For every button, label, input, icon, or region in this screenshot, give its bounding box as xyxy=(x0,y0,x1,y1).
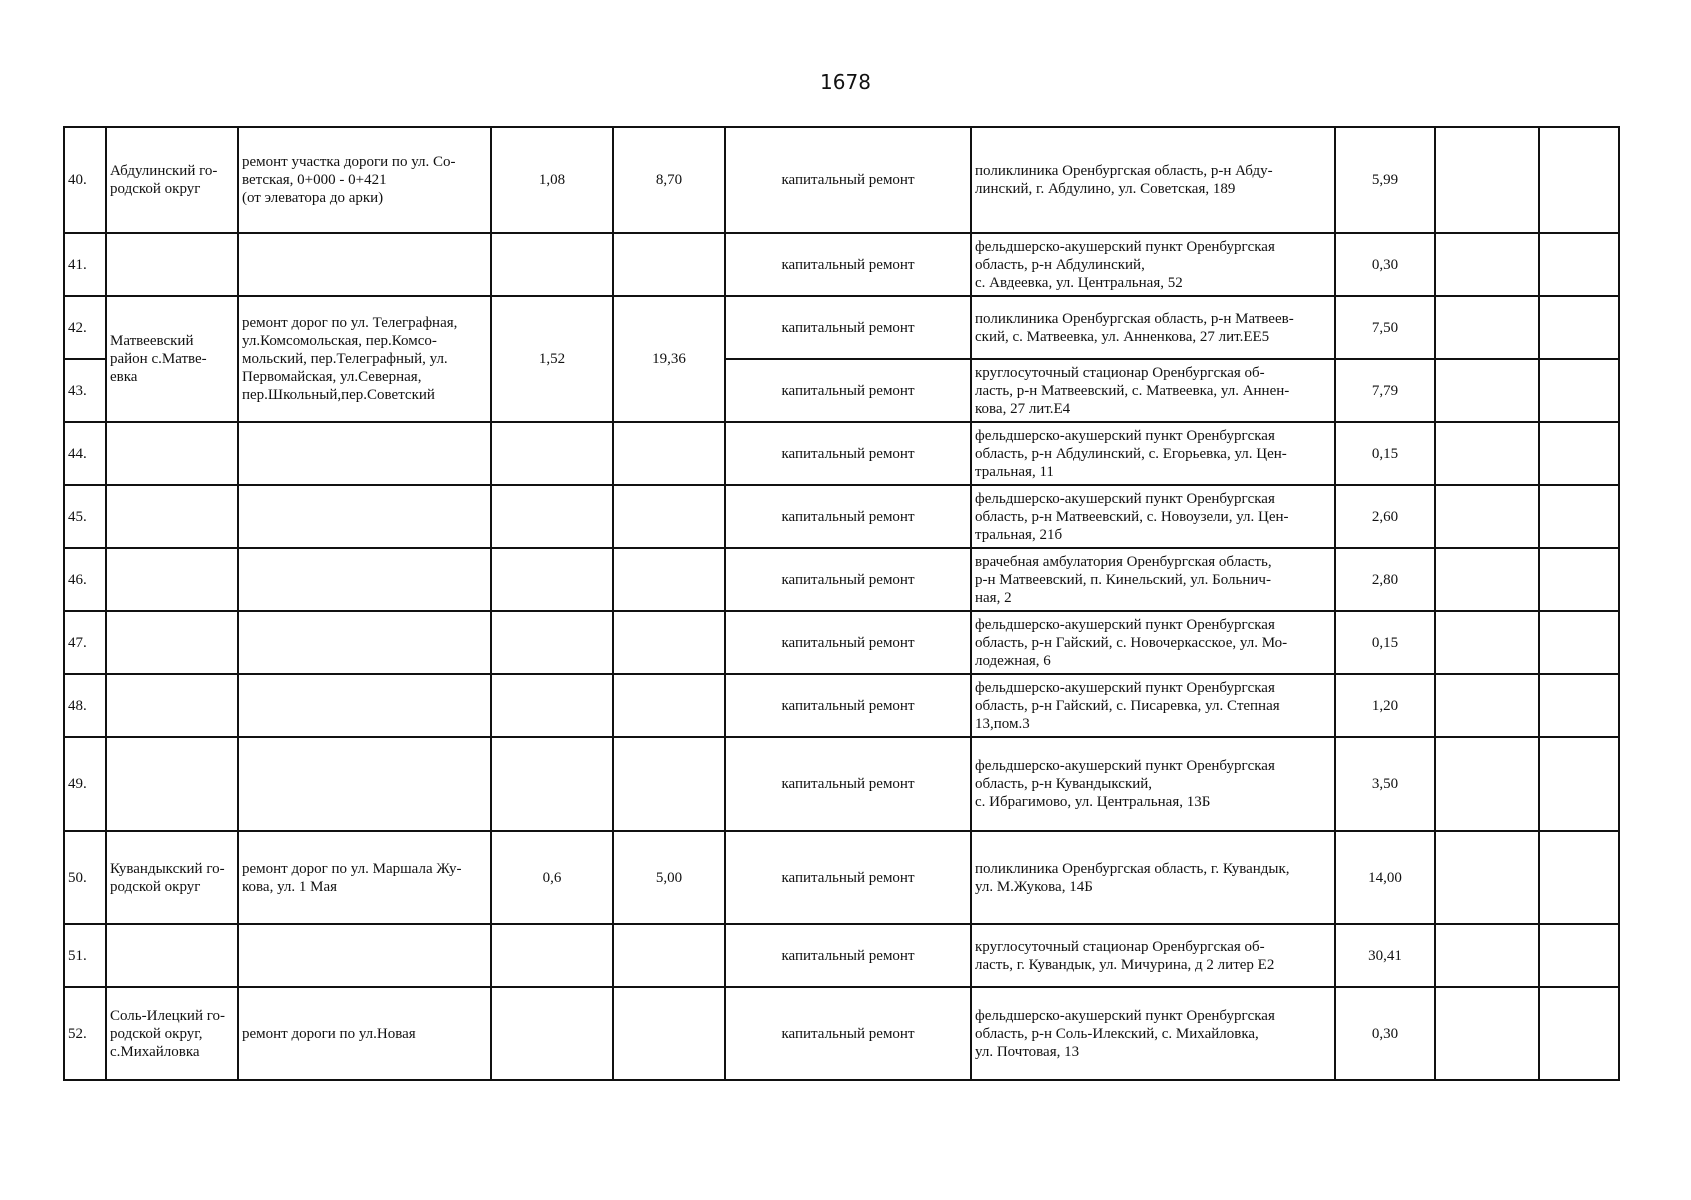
facility-cell: фельдшерско-акушерский пункт Оренбургская область, р-н Кувандыкский, с. Ибрагимово, ул. Центральная, 13Б xyxy=(971,737,1335,831)
length-km-cell xyxy=(491,674,613,737)
row-number: 43. xyxy=(64,359,106,422)
length-km-cell xyxy=(491,233,613,296)
facility-cell: поликлиника Оренбургская область, р-н Матвеев- ский, с. Матвеевка, ул. Анненкова, 27 лит.ЕЕ5 xyxy=(971,296,1335,359)
row-number: 47. xyxy=(64,611,106,674)
row-number: 41. xyxy=(64,233,106,296)
road-work-cell xyxy=(238,548,491,611)
amount-cell: 1,20 xyxy=(1335,674,1435,737)
empty-cell xyxy=(1539,737,1619,831)
row-number: 42. xyxy=(64,296,106,359)
facility-cell: фельдшерско-акушерский пункт Оренбургская область, р-н Гайский, с. Новочеркасское, ул. Мо- лодежная, 6 xyxy=(971,611,1335,674)
road-work-cell xyxy=(238,674,491,737)
district-cell: Матвеевский район с.Матве- евка xyxy=(106,296,238,422)
amount-cell: 7,50 xyxy=(1335,296,1435,359)
table-row xyxy=(64,924,1619,987)
work-type-cell: капитальный ремонт xyxy=(725,924,971,987)
empty-cell xyxy=(1539,127,1619,233)
amount-cell: 0,15 xyxy=(1335,611,1435,674)
row-number: 51. xyxy=(64,924,106,987)
empty-cell xyxy=(1435,924,1539,987)
road-work-cell xyxy=(238,737,491,831)
road-cost-cell: 8,70 xyxy=(613,127,725,233)
district-cell xyxy=(106,674,238,737)
amount-cell: 7,79 xyxy=(1335,359,1435,422)
table-row xyxy=(64,296,1619,359)
facility-cell: поликлиника Оренбургская область, г. Кувандык, ул. М.Жукова, 14Б xyxy=(971,831,1335,924)
road-cost-cell xyxy=(613,548,725,611)
work-type-cell: капитальный ремонт xyxy=(725,127,971,233)
facility-cell: фельдшерско-акушерский пункт Оренбургская область, р-н Абдулинский, с. Егорьевка, ул. Цен- тральная, 11 xyxy=(971,422,1335,485)
facility-cell: круглосуточный стационар Оренбургская об- ласть, р-н Матвеевский, с. Матвеевка, ул. Аннен- кова, 27 лит.Е4 xyxy=(971,359,1335,422)
amount-cell: 0,15 xyxy=(1335,422,1435,485)
facility-cell: фельдшерско-акушерский пункт Оренбургская область, р-н Абдулинский, с. Авдеевка, ул. Центральная, 52 xyxy=(971,233,1335,296)
empty-cell xyxy=(1539,611,1619,674)
empty-cell xyxy=(1435,296,1539,359)
length-km-cell: 1,52 xyxy=(491,296,613,422)
district-cell: Соль-Илецкий го- родской округ, с.Михайловка xyxy=(106,987,238,1080)
work-type-cell: капитальный ремонт xyxy=(725,674,971,737)
row-number: 44. xyxy=(64,422,106,485)
amount-cell: 0,30 xyxy=(1335,987,1435,1080)
empty-cell xyxy=(1539,422,1619,485)
work-type-cell: капитальный ремонт xyxy=(725,359,971,422)
amount-cell: 2,80 xyxy=(1335,548,1435,611)
empty-cell xyxy=(1435,233,1539,296)
row-number: 52. xyxy=(64,987,106,1080)
length-km-cell xyxy=(491,548,613,611)
road-cost-cell xyxy=(613,674,725,737)
row-number: 45. xyxy=(64,485,106,548)
page-number: 1678 xyxy=(820,70,871,94)
road-work-cell xyxy=(238,422,491,485)
table-row xyxy=(64,737,1619,831)
length-km-cell xyxy=(491,924,613,987)
table-row xyxy=(64,548,1619,611)
empty-cell xyxy=(1435,422,1539,485)
amount-cell: 14,00 xyxy=(1335,831,1435,924)
road-work-cell: ремонт участка дороги по ул. Со- ветская, 0+000 - 0+421 (от элеватора до арки) xyxy=(238,127,491,233)
empty-cell xyxy=(1539,359,1619,422)
table-row xyxy=(64,674,1619,737)
table-row xyxy=(64,987,1619,1080)
empty-cell xyxy=(1539,233,1619,296)
facility-cell: фельдшерско-акушерский пункт Оренбургская область, р-н Соль-Илекский, с. Михайловка, ул. Почтовая, 13 xyxy=(971,987,1335,1080)
work-type-cell: капитальный ремонт xyxy=(725,548,971,611)
work-type-cell: капитальный ремонт xyxy=(725,296,971,359)
road-cost-cell xyxy=(613,611,725,674)
table-row xyxy=(64,831,1619,924)
amount-cell: 0,30 xyxy=(1335,233,1435,296)
empty-cell xyxy=(1435,359,1539,422)
road-cost-cell xyxy=(613,924,725,987)
district-cell xyxy=(106,548,238,611)
road-cost-cell: 5,00 xyxy=(613,831,725,924)
facility-cell: фельдшерско-акушерский пункт Оренбургская область, р-н Гайский, с. Писаревка, ул. Степная 13,пом.3 xyxy=(971,674,1335,737)
table-row xyxy=(64,485,1619,548)
amount-cell: 30,41 xyxy=(1335,924,1435,987)
empty-cell xyxy=(1539,924,1619,987)
empty-cell xyxy=(1435,548,1539,611)
district-cell xyxy=(106,485,238,548)
empty-cell xyxy=(1539,485,1619,548)
empty-cell xyxy=(1435,831,1539,924)
work-type-cell: капитальный ремонт xyxy=(725,485,971,548)
empty-cell xyxy=(1539,296,1619,359)
table-row xyxy=(64,233,1619,296)
row-number: 49. xyxy=(64,737,106,831)
empty-cell xyxy=(1539,548,1619,611)
length-km-cell xyxy=(491,422,613,485)
road-work-cell xyxy=(238,233,491,296)
row-number: 50. xyxy=(64,831,106,924)
empty-cell xyxy=(1435,674,1539,737)
amount-cell: 5,99 xyxy=(1335,127,1435,233)
length-km-cell xyxy=(491,737,613,831)
district-cell xyxy=(106,422,238,485)
empty-cell xyxy=(1435,485,1539,548)
facility-cell: врачебная амбулатория Оренбургская область, р-н Матвеевский, п. Кинельский, ул. Больнич- ная, 2 xyxy=(971,548,1335,611)
length-km-cell xyxy=(491,987,613,1080)
empty-cell xyxy=(1539,674,1619,737)
length-km-cell xyxy=(491,485,613,548)
facility-cell: поликлиника Оренбургская область, р-н Абду- линский, г. Абдулино, ул. Советская, 189 xyxy=(971,127,1335,233)
road-cost-cell xyxy=(613,485,725,548)
row-number: 46. xyxy=(64,548,106,611)
road-cost-cell xyxy=(613,422,725,485)
road-cost-cell: 19,36 xyxy=(613,296,725,422)
road-cost-cell xyxy=(613,737,725,831)
empty-cell xyxy=(1435,127,1539,233)
road-work-cell xyxy=(238,485,491,548)
facility-cell: фельдшерско-акушерский пункт Оренбургская область, р-н Матвеевский, с. Новоузели, ул. Цен- тральная, 21б xyxy=(971,485,1335,548)
table-row xyxy=(64,422,1619,485)
row-number: 48. xyxy=(64,674,106,737)
road-work-cell xyxy=(238,924,491,987)
district-cell xyxy=(106,737,238,831)
road-work-cell xyxy=(238,611,491,674)
district-cell xyxy=(106,924,238,987)
road-cost-cell xyxy=(613,233,725,296)
table-row xyxy=(64,611,1619,674)
length-km-cell xyxy=(491,611,613,674)
facility-cell: круглосуточный стационар Оренбургская об- ласть, г. Кувандык, ул. Мичурина, д 2 литер Е2 xyxy=(971,924,1335,987)
amount-cell: 2,60 xyxy=(1335,485,1435,548)
empty-cell xyxy=(1539,831,1619,924)
work-type-cell: капитальный ремонт xyxy=(725,611,971,674)
work-type-cell: капитальный ремонт xyxy=(725,422,971,485)
empty-cell xyxy=(1435,987,1539,1080)
work-type-cell: капитальный ремонт xyxy=(725,831,971,924)
district-cell xyxy=(106,611,238,674)
district-cell: Абдулинский го- родской округ xyxy=(106,127,238,233)
empty-cell xyxy=(1435,611,1539,674)
road-work-cell: ремонт дорог по ул. Маршала Жу- кова, ул. 1 Мая xyxy=(238,831,491,924)
length-km-cell: 1,08 xyxy=(491,127,613,233)
district-cell: Кувандыкский го- родской округ xyxy=(106,831,238,924)
row-number: 40. xyxy=(64,127,106,233)
road-work-cell: ремонт дороги по ул.Новая xyxy=(238,987,491,1080)
road-work-cell: ремонт дорог по ул. Телеграфная, ул.Комсомольская, пер.Комсо- мольский, пер.Телеграфный, ул. Первомайская, ул.Северная, пер.Школьный,пер.Советский xyxy=(238,296,491,422)
work-type-cell: капитальный ремонт xyxy=(725,233,971,296)
work-type-cell: капитальный ремонт xyxy=(725,737,971,831)
road-cost-cell xyxy=(613,987,725,1080)
amount-cell: 3,50 xyxy=(1335,737,1435,831)
document-table xyxy=(63,126,1620,1081)
empty-cell xyxy=(1539,987,1619,1080)
table-body xyxy=(64,127,1619,1080)
district-cell xyxy=(106,233,238,296)
table-row xyxy=(64,127,1619,233)
work-type-cell: капитальный ремонт xyxy=(725,987,971,1080)
length-km-cell: 0,6 xyxy=(491,831,613,924)
empty-cell xyxy=(1435,737,1539,831)
